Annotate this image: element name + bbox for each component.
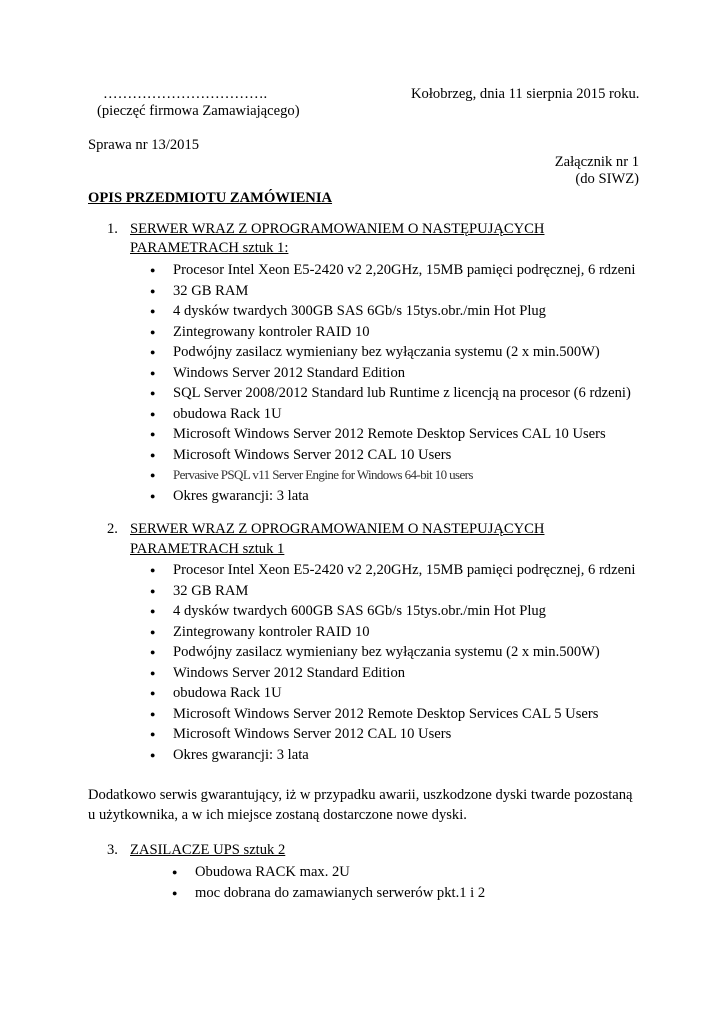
bullet-icon: ●: [150, 470, 156, 480]
stamp-placeholder-dots: …………………………….: [103, 86, 268, 102]
list-item: ● Podwójny zasilacz wymieniany bez wyłączania systemu (2 x min.500W): [150, 642, 635, 663]
list-item: ● 4 dysków twardych 300GB SAS 6Gb/s 15tys.obr./min Hot Plug: [150, 301, 635, 322]
bullet-icon: ●: [150, 388, 156, 398]
section-title-continued: PARAMETRACH sztuk 1:: [130, 240, 289, 256]
annex-number: Załącznik nr 1: [554, 154, 639, 170]
list-item: ● obudowa Rack 1U: [150, 404, 635, 425]
spec-list: [150, 560, 635, 765]
section-number: 3.: [107, 842, 118, 858]
list-item: ● Microsoft Windows Server 2012 Remote Desktop Services CAL 5 Users: [150, 704, 635, 725]
bullet-icon: ●: [150, 367, 156, 378]
list-item: ● 32 GB RAM: [150, 581, 635, 602]
place-date: Kołobrzeg, dnia 11 sierpnia 2015 roku.: [411, 86, 640, 102]
list-item: ● Microsoft Windows Server 2012 Remote Desktop Services CAL 10 Users: [150, 424, 635, 445]
section-title: SERWER WRAZ Z OPROGRAMOWANIEM O NASTĘPUJĄCYCH: [130, 221, 545, 237]
list-item: ● Obudowa RACK max. 2U: [172, 862, 485, 883]
bullet-icon: ●: [150, 326, 156, 337]
bullet-icon: ●: [150, 667, 156, 678]
list-item: ● Procesor Intel Xeon E5-2420 v2 2,20GHz, 15MB pamięci podręcznej, 6 rdzeni: [150, 260, 635, 281]
spec-list: [150, 260, 635, 506]
bullet-icon: ●: [150, 708, 156, 719]
bullet-icon: ●: [150, 347, 156, 357]
bullet-icon: ●: [150, 729, 156, 739]
list-item: ● Zintegrowany kontroler RAID 10: [150, 322, 635, 343]
warranty-note-line: u użytkownika, a w ich miejsce zostaną dostarczone nowe dyski.: [88, 807, 467, 823]
bullet-icon: ●: [150, 265, 156, 275]
annex-reference: (do SIWZ): [575, 171, 639, 187]
list-item: ● Zintegrowany kontroler RAID 10: [150, 622, 635, 643]
bullet-icon: ●: [150, 449, 156, 460]
list-item: ● Okres gwarancji: 3 lata: [150, 486, 635, 507]
list-item: ● obudowa Rack 1U: [150, 683, 635, 704]
section-title: SERWER WRAZ Z OPROGRAMOWANIEM O NASTEPUJĄCYCH: [130, 521, 545, 537]
bullet-icon: ●: [150, 429, 156, 439]
section-title: ZASILACZE UPS sztuk 2: [130, 842, 286, 858]
list-item: ● 32 GB RAM: [150, 281, 635, 302]
list-item: ● Microsoft Windows Server 2012 CAL 10 Users: [150, 724, 635, 745]
list-item: ● Pervasive PSQL v11 Server Engine for Windows 64-bit 10 users: [150, 465, 635, 486]
document-title: OPIS PRZEDMIOTU ZAMÓWIENIA: [88, 190, 333, 206]
spec-list: [172, 862, 485, 903]
warranty-note-line: Dodatkowo serwis gwarantujący, iż w przypadku awarii, uszkodzone dyski twarde pozostaną: [88, 787, 633, 803]
warranty-note: [88, 785, 648, 825]
bullet-icon: ●: [150, 647, 156, 657]
list-item: ● moc dobrana do zamawianych serwerów pkt.1 i 2: [172, 883, 485, 904]
list-item: ● Windows Server 2012 Standard Edition: [150, 363, 635, 384]
list-item: ● SQL Server 2008/2012 Standard lub Runtime z licencją na procesor (6 rdzeni): [150, 383, 635, 404]
section-number: 1.: [107, 221, 118, 237]
bullet-icon: ●: [150, 285, 156, 296]
bullet-icon: ●: [172, 887, 178, 898]
bullet-icon: ●: [150, 626, 156, 637]
bullet-icon: ●: [150, 306, 156, 316]
bullet-icon: ●: [150, 749, 156, 760]
bullet-icon: ●: [150, 408, 156, 419]
bullet-icon: ●: [150, 490, 156, 501]
section-title-continued: PARAMETRACH sztuk 1: [130, 541, 285, 557]
list-item: ● Windows Server 2012 Standard Edition: [150, 663, 635, 684]
bullet-icon: ●: [172, 867, 178, 877]
bullet-icon: ●: [150, 688, 156, 698]
case-number: Sprawa nr 13/2015: [88, 137, 200, 153]
list-item: ● Microsoft Windows Server 2012 CAL 10 Users: [150, 445, 635, 466]
bullet-icon: ●: [150, 606, 156, 616]
bullet-icon: ●: [150, 565, 156, 575]
section-number: 2.: [107, 521, 118, 537]
list-item: ● 4 dysków twardych 600GB SAS 6Gb/s 15tys.obr./min Hot Plug: [150, 601, 635, 622]
list-item: ● Okres gwarancji: 3 lata: [150, 745, 635, 766]
bullet-icon: ●: [150, 585, 156, 596]
list-item: ● Podwójny zasilacz wymieniany bez wyłączania systemu (2 x min.500W): [150, 342, 635, 363]
stamp-label: (pieczęć firmowa Zamawiającego): [97, 103, 300, 119]
list-item: ● Procesor Intel Xeon E5-2420 v2 2,20GHz, 15MB pamięci podręcznej, 6 rdzeni: [150, 560, 635, 581]
